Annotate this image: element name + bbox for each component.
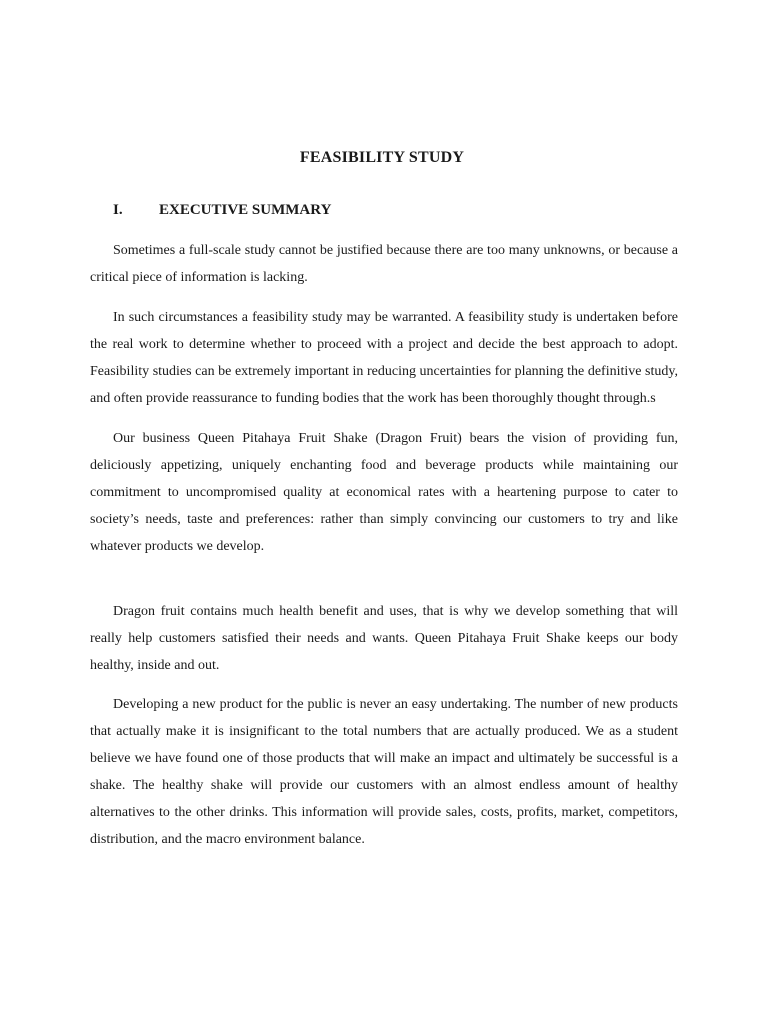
paragraph-dragon-fruit-benefits: Dragon fruit contains much health benefit and uses, that is why we develop something that will really help customers satisfied their needs and wants. Queen Pitahaya Fruit Shake keeps our body healthy, inside and out.: [90, 604, 678, 673]
section-number: I.: [113, 202, 123, 218]
paragraph-intro: Sometimes a full-scale study cannot be justified because there are too many unknowns, or because a critical piece of information is lacking.: [90, 243, 678, 285]
document-title: FEASIBILITY STUDY: [299, 149, 465, 166]
section-heading: [113, 202, 331, 219]
paragraph-feasibility-definition: In such circumstances a feasibility study may be warranted. A feasibility study is undertaken before the real work to determine whether to proceed with a project and decide the best approach to adopt. Feasibility studies can be extremely important in reducing uncertainties for planning the definitive study, and often provide reassurance to funding bodies that the work has been thoroughly thought through.s: [90, 310, 678, 406]
paragraph-product-development: Developing a new product for the public is never an easy undertaking. The number of new products that actually make it is insignificant to the total numbers that are actually produced. We as a student believe we have found one of those products that will make an impact and ultimately be successful is a shake. The healthy shake will provide our customers with an almost endless amount of healthy alternatives to the other drinks. This information will provide sales, costs, profits, market, competitors, distribution, and the macro environment balance.: [90, 697, 678, 847]
paragraph-business-vision: Our business Queen Pitahaya Fruit Shake (Dragon Fruit) bears the vision of providing fun, deliciously appetizing, uniquely enchanting food and beverage products while maintaining our commitment to uncompromised quality at economical rates with a heartening purpose to cater to society’s needs, taste and preferences: rather than simply convincing our customers to try and like whatever products we develop.: [90, 431, 678, 554]
section-title: EXECUTIVE SUMMARY: [159, 202, 332, 218]
